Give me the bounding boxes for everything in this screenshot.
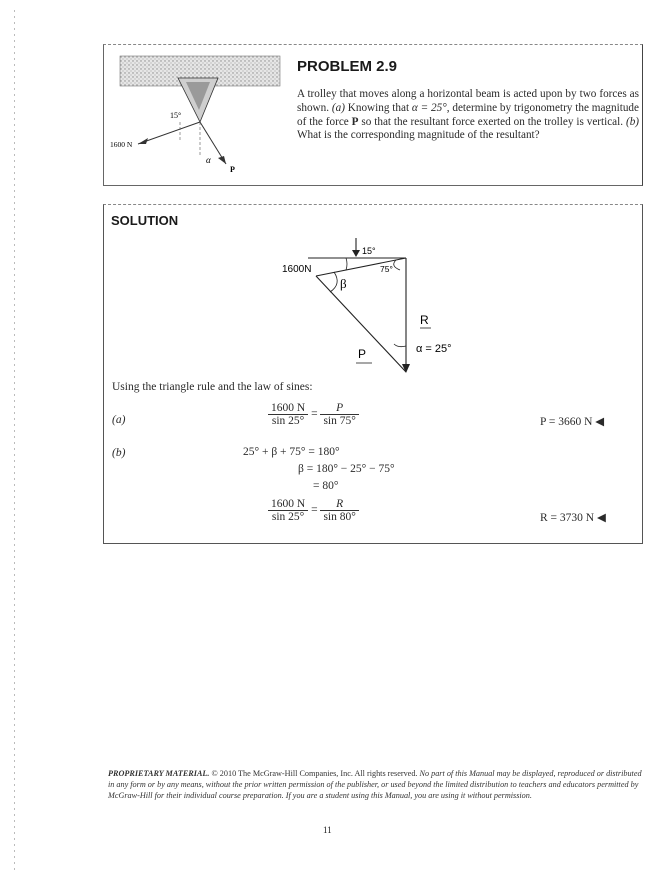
part-b-line3: = 80° <box>313 480 339 492</box>
part-a-equation <box>268 402 359 427</box>
sketch-alpha-eq: α = 25° <box>416 343 452 355</box>
part-b-equals: = <box>311 504 318 517</box>
sketch-arc-beta <box>330 272 337 292</box>
part-b-num-left: 1600 N <box>268 498 308 511</box>
problem-text-3: , determine by trigonometry the magnitude of the force <box>297 101 639 128</box>
margin-mark <box>14 10 15 870</box>
part-b-fraction-right <box>320 498 358 523</box>
part-a-den-right: sin 75° <box>323 415 356 427</box>
problem-text-p: P <box>351 115 359 128</box>
problem-text-1: A trolley that moves along a horizontal beam is acted upon by two forces as shown. <box>297 88 639 114</box>
footer-proprietary: PROPRIETARY MATERIAL. <box>108 769 210 778</box>
part-b-line1: 25° + β + 75° = 180° <box>243 446 340 458</box>
part-a-num-left: 1600 N <box>268 402 308 415</box>
problem-text-alpha: α = 25° <box>411 101 447 114</box>
problem-statement <box>297 88 639 143</box>
sketch-p-label: P <box>358 347 367 361</box>
problem-text-b: (b) <box>625 115 640 128</box>
page-number: 11 <box>323 825 332 835</box>
figure-alpha-label: α <box>206 155 211 165</box>
force-1600-arrow <box>138 138 148 144</box>
part-a-answer: P = 3660 N ◀ <box>540 416 605 428</box>
force-1600-line <box>138 122 200 144</box>
part-a-fraction-right <box>320 402 358 427</box>
problem-text-a: (a) <box>331 101 345 114</box>
figure-angle-label: 15° <box>170 111 182 120</box>
force-triangle-sketch <box>268 232 508 377</box>
solution-title: SOLUTION <box>111 213 179 228</box>
figure-force-label: 1600 N <box>110 140 133 149</box>
problem-text-4: so that the resultant force exerted on the trolley is vertical. <box>358 115 626 128</box>
part-b-den-left: sin 25° <box>271 511 305 523</box>
sketch-arc-15 <box>346 258 347 270</box>
part-a-fraction-left <box>268 402 308 427</box>
part-b-fraction-left <box>268 498 308 523</box>
sketch-r-label: R <box>420 313 429 327</box>
part-b-line2: β = 180° − 25° − 75° <box>298 463 395 475</box>
part-a-label: (a) <box>112 414 126 426</box>
sketch-angle-top: 15° <box>362 246 376 256</box>
footer-permission: No part of this Manual may be displayed, reproduced or distributed in any form or by any means, without the prior written permission of the publisher, or used beyond the limited distribution to teachers and educators permitted by McGraw-Hill for their individual course preparation. If you are a student using this Manual, you are using it without permission. <box>108 769 642 800</box>
figure-p-label: P <box>230 165 235 174</box>
part-b-answer: R = 3730 N ◀ <box>540 512 606 524</box>
part-a-num-right: P <box>320 402 358 415</box>
footer-copyright: © 2010 The McGraw-Hill Companies, Inc. All rights reserved. <box>209 769 420 778</box>
sketch-arc-alpha <box>394 344 406 347</box>
problem-text-5: What is the corresponding magnitude of the resultant? <box>297 129 540 142</box>
part-b-equation <box>268 498 359 523</box>
part-b-den-right: sin 80° <box>323 511 356 523</box>
part-b-num-right: R <box>320 498 358 511</box>
problem-figure <box>108 52 293 177</box>
problem-title: PROBLEM 2.9 <box>297 58 398 75</box>
part-a-den-left: sin 25° <box>271 415 305 427</box>
sketch-beta-label: β <box>340 276 347 291</box>
sketch-top-arrowhead <box>352 250 360 257</box>
sketch-arc-75 <box>394 260 400 270</box>
solution-intro: Using the triangle rule and the law of sines: <box>112 381 313 393</box>
sketch-angle-right: 75° <box>380 264 393 274</box>
footer-notice <box>108 768 643 801</box>
force-p-arrow <box>218 156 226 164</box>
sketch-force-label: 1600N <box>282 264 312 275</box>
part-b-label: (b) <box>112 447 126 459</box>
problem-text-2: Knowing that <box>344 101 412 114</box>
part-a-equals: = <box>311 408 318 421</box>
